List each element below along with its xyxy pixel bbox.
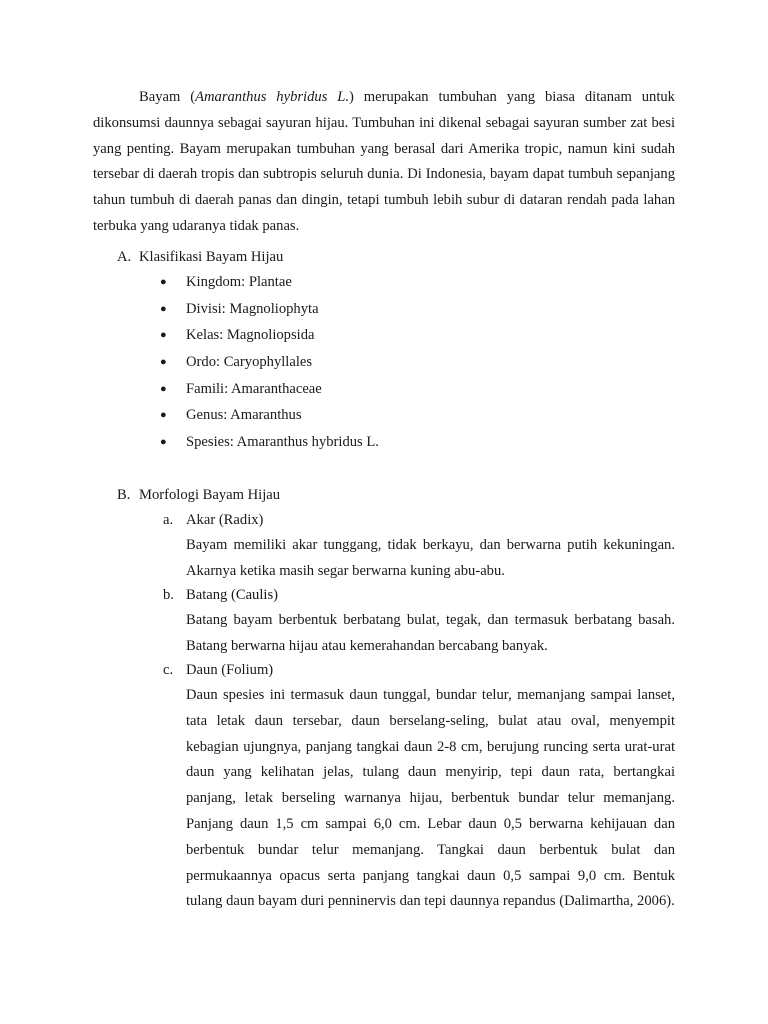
list-item bbox=[160, 432, 379, 459]
bullet-icon: ● bbox=[160, 409, 167, 422]
subsection-title: Akar (Radix) bbox=[186, 512, 264, 528]
bullet-icon: ● bbox=[160, 329, 167, 342]
section-a-letter: A. bbox=[117, 249, 132, 265]
subsection-batang-heading bbox=[163, 585, 278, 605]
list-item-text: Genus: Amaranthus bbox=[186, 407, 302, 424]
list-item-text: Spesies: Amaranthus hybridus L. bbox=[186, 434, 379, 451]
list-item bbox=[160, 272, 379, 299]
list-item bbox=[160, 299, 379, 326]
subsection-title: Batang (Caulis) bbox=[186, 587, 279, 603]
list-item bbox=[160, 325, 379, 352]
intro-rest: ) merupakan tumbuhan yang biasa ditanam untuk dikonsumsi daunnya sebagai sayuran hijau. Tumbuhan ini dikenal sebagai sayuran sumber zat besi yang penting. Bayam merupakan tumbuhan yang berasal dari Amerika tropic, namun kini sudah tersebar di daerah tropis dan subtropis seluruh dunia. Di Indonesia, bayam dapat tumbuh sepanjang tahun tumbuh di daerah panas dan dingin, tetapi tumbuh lebih subur di dataran rendah pada lahan terbuka yang udaranya tidak panas. bbox=[93, 89, 675, 234]
list-item-text: Kingdom: Plantae bbox=[186, 274, 292, 290]
section-a-title: Klasifikasi Bayam Hijau bbox=[139, 249, 284, 265]
list-item bbox=[160, 352, 379, 379]
subsection-title: Daun (Folium) bbox=[186, 662, 274, 678]
subsection-akar-heading bbox=[163, 510, 263, 530]
subsection-daun-heading bbox=[163, 660, 273, 680]
subsection-letter: b. bbox=[163, 587, 174, 603]
intro-start: Bayam ( bbox=[139, 89, 196, 105]
list-item-text: Ordo: Caryophyllales bbox=[186, 354, 313, 371]
subsection-daun-body: Daun spesies ini termasuk daun tunggal, bundar telur, memanjang sampai lanset, tata letak daun tersebar, daun berselang-seling, bulat atau oval, menyempit kebagian ujungnya, panjang tangkai daun 2-8 cm, berujung runcing serta urat-urat daun yang kelihatan jelas, tulang daun menyirip, tepi daun rata, bertangkai panjang, letak berseling warnanya hijau, berbentuk bundar telur memanjang. Panjang daun 1,5 cm sampai 6,0 cm. Lebar daun 0,5 berwarna kehijauan dan berbentuk bundar telur memanjang. Tangkai daun berbentuk bulat dan permukaannya opacus serta panjang tangkai daun 0,5 sampai 9,0 cm. Bentuk tulang daun bayam duri penninervis dan tepi daunnya repandus (Dalimartha, 2006). bbox=[186, 687, 675, 910]
list-item bbox=[160, 405, 379, 432]
section-b-title: Morfologi Bayam Hijau bbox=[139, 487, 281, 503]
classification-list bbox=[160, 272, 379, 459]
bullet-icon: ● bbox=[160, 436, 167, 449]
intro-paragraph bbox=[93, 85, 675, 240]
intro-latin-name: Amaranthus hybridus L. bbox=[195, 89, 350, 105]
section-b-letter: B. bbox=[117, 487, 131, 503]
subsection-batang-body: Batang bayam berbentuk berbatang bulat, tegak, dan termasuk berbatang basah. Batang berwarna hijau atau kemerahandan bercabang banyak. bbox=[186, 612, 675, 654]
list-item-text: Divisi: Magnoliophyta bbox=[186, 300, 319, 317]
list-item-text: Kelas: Magnoliopsida bbox=[186, 327, 315, 344]
bullet-icon: ● bbox=[160, 276, 167, 288]
subsection-letter: a. bbox=[163, 512, 174, 528]
list-item bbox=[160, 379, 379, 406]
subsection-letter: c. bbox=[163, 662, 174, 678]
section-b-heading bbox=[117, 485, 280, 505]
subsection-akar-body: Bayam memiliki akar tunggang, tidak berkayu, dan berwarna putih kekuningan. Akarnya ketika masih segar berwarna kuning abu-abu. bbox=[186, 537, 675, 579]
section-a-heading bbox=[117, 247, 283, 267]
bullet-icon: ● bbox=[160, 382, 167, 395]
list-item-text: Famili: Amaranthaceae bbox=[186, 380, 322, 397]
bullet-icon: ● bbox=[160, 356, 167, 369]
bullet-icon: ● bbox=[160, 302, 167, 315]
